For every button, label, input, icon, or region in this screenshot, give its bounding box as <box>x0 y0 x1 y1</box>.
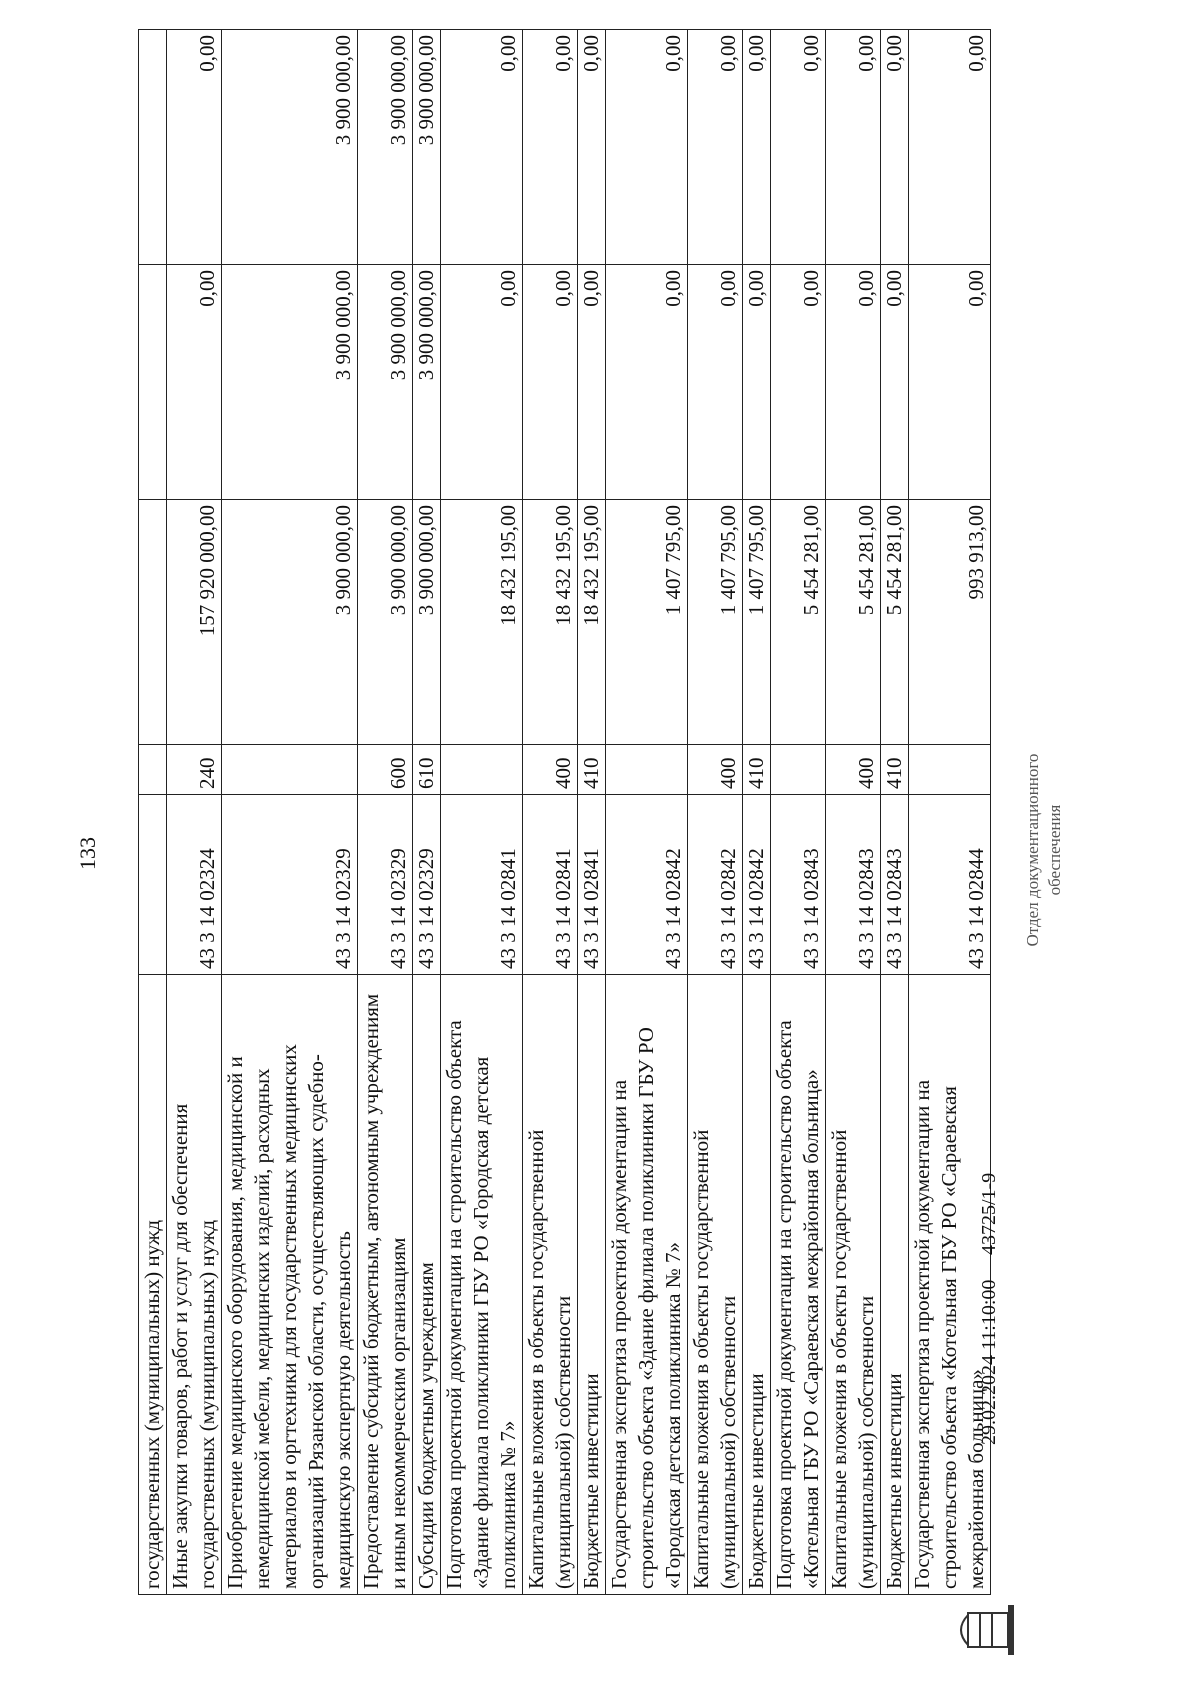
table-row <box>606 30 688 1595</box>
row-sum-year-1 <box>139 500 167 745</box>
row-expense-type: 240 <box>167 745 222 795</box>
row-sum-year-1: 18 432 195,00 <box>441 500 523 745</box>
row-expense-type: 400 <box>523 745 578 795</box>
page-number: 133 <box>75 837 100 870</box>
row-sum-year-1: 3 900 000,00 <box>222 500 358 745</box>
row-sum-year-3: 0,00 <box>688 30 743 265</box>
row-code: 43 3 14 02324 <box>167 795 222 975</box>
row-sum-year-3 <box>139 30 167 265</box>
row-sum-year-1: 5 454 281,00 <box>826 500 881 745</box>
row-code: 43 3 14 02841 <box>523 795 578 975</box>
row-sum-year-3: 0,00 <box>523 30 578 265</box>
row-sum-year-3: 0,00 <box>881 30 909 265</box>
row-sum-year-2: 0,00 <box>523 265 578 500</box>
row-sum-year-2: 0,00 <box>688 265 743 500</box>
row-code: 43 3 14 02329 <box>358 795 413 975</box>
row-sum-year-1: 1 407 795,00 <box>688 500 743 745</box>
row-name: Капитальные вложения в объекты государственной (муниципальной) собственности <box>688 975 743 1595</box>
row-sum-year-3: 0,00 <box>771 30 826 265</box>
row-sum-year-1: 1 407 795,00 <box>743 500 771 745</box>
row-sum-year-2: 0,00 <box>826 265 881 500</box>
coat-of-arms-icon <box>950 1585 1020 1675</box>
row-sum-year-3: 3 900 000,00 <box>413 30 441 265</box>
table-row <box>222 30 358 1595</box>
stamp-line-1: Отдел документационного <box>1023 753 1042 947</box>
table-row <box>826 30 881 1595</box>
table-row <box>743 30 771 1595</box>
row-name: Субсидии бюджетным учреждениям <box>413 975 441 1595</box>
row-sum-year-2 <box>139 265 167 500</box>
row-expense-type <box>606 745 688 795</box>
row-code: 43 3 14 02841 <box>441 795 523 975</box>
row-sum-year-1: 3 900 000,00 <box>358 500 413 745</box>
row-expense-type: 400 <box>826 745 881 795</box>
row-sum-year-2: 0,00 <box>606 265 688 500</box>
row-expense-type: 410 <box>881 745 909 795</box>
row-name: Приобретение медицинского оборудования, медицинской и немедицинской мебели, медицинских изделий, расходных материалов и оргтехники для государственных медицинских организаций Рязанской области, осуществляющих судебно-медицинскую экспертную деятельность <box>222 975 358 1595</box>
row-name: Капитальные вложения в объекты государственной (муниципальной) собственности <box>826 975 881 1595</box>
row-expense-type <box>909 745 991 795</box>
row-expense-type: 410 <box>743 745 771 795</box>
row-sum-year-3: 3 900 000,00 <box>222 30 358 265</box>
row-sum-year-1: 1 407 795,00 <box>606 500 688 745</box>
row-sum-year-2: 0,00 <box>441 265 523 500</box>
table-row <box>881 30 909 1595</box>
footer-reference: 43725/1-9 <box>978 1172 1000 1255</box>
row-sum-year-3: 0,00 <box>743 30 771 265</box>
row-sum-year-3: 0,00 <box>441 30 523 265</box>
row-code: 43 3 14 02843 <box>771 795 826 975</box>
row-name: Бюджетные инвестиции <box>743 975 771 1595</box>
table-row <box>358 30 413 1595</box>
row-sum-year-2: 0,00 <box>881 265 909 500</box>
row-sum-year-3: 0,00 <box>909 30 991 265</box>
row-expense-type: 410 <box>578 745 606 795</box>
row-sum-year-3: 0,00 <box>578 30 606 265</box>
row-sum-year-1: 5 454 281,00 <box>881 500 909 745</box>
row-code: 43 3 14 02842 <box>743 795 771 975</box>
table-row <box>139 30 167 1595</box>
row-sum-year-2: 0,00 <box>578 265 606 500</box>
row-sum-year-1: 18 432 195,00 <box>523 500 578 745</box>
row-code: 43 3 14 02841 <box>578 795 606 975</box>
row-name: Предоставление субсидий бюджетным, автономным учреждениям и иным некоммерческим организациям <box>358 975 413 1595</box>
footer-date: 29.02.2024 11:10:00 <box>978 1279 1000 1445</box>
row-expense-type: 600 <box>358 745 413 795</box>
row-expense-type <box>771 745 826 795</box>
row-code: 43 3 14 02329 <box>413 795 441 975</box>
row-name: Подготовка проектной документации на строительство объекта «Здание филиала поликлиники ГБУ РО «Городская детская поликлиника № 7» <box>441 975 523 1595</box>
row-name: государственных (муниципальных) нужд <box>139 975 167 1595</box>
row-code: 43 3 14 02329 <box>222 795 358 975</box>
row-name: Подготовка проектной документации на строительство объекта «Котельная ГБУ РО «Сараевская межрайонная больница» <box>771 975 826 1595</box>
row-sum-year-2: 3 900 000,00 <box>413 265 441 500</box>
department-stamp <box>1022 685 1066 1015</box>
row-sum-year-3: 0,00 <box>826 30 881 265</box>
row-code: 43 3 14 02844 <box>909 795 991 975</box>
row-sum-year-1: 993 913,00 <box>909 500 991 745</box>
table-row <box>167 30 222 1595</box>
row-sum-year-2: 3 900 000,00 <box>358 265 413 500</box>
row-expense-type <box>222 745 358 795</box>
row-sum-year-2: 0,00 <box>167 265 222 500</box>
row-name: Государственная экспертиза проектной документации на строительство объекта «Котельная ГБУ РО «Сараевская межрайонная больница» <box>909 975 991 1595</box>
table-row <box>441 30 523 1595</box>
table-row <box>413 30 441 1595</box>
row-name: Бюджетные инвестиции <box>578 975 606 1595</box>
row-code <box>139 795 167 975</box>
row-sum-year-3: 0,00 <box>167 30 222 265</box>
row-name: Иные закупки товаров, работ и услуг для обеспечения государственных (муниципальных) нужд <box>167 975 222 1595</box>
row-code: 43 3 14 02843 <box>826 795 881 975</box>
row-sum-year-2: 0,00 <box>743 265 771 500</box>
row-sum-year-1: 157 920 000,00 <box>167 500 222 745</box>
row-name: Государственная экспертиза проектной документации на строительство объекта «Здание филиала поликлиники ГБУ РО «Городская детская поликлиника № 7» <box>606 975 688 1595</box>
row-expense-type: 610 <box>413 745 441 795</box>
row-code: 43 3 14 02843 <box>881 795 909 975</box>
row-sum-year-1: 3 900 000,00 <box>413 500 441 745</box>
row-sum-year-2: 0,00 <box>771 265 826 500</box>
row-sum-year-3: 0,00 <box>606 30 688 265</box>
stamp-line-2: обеспечения <box>1045 804 1064 896</box>
budget-table <box>138 29 991 1595</box>
row-sum-year-2: 3 900 000,00 <box>222 265 358 500</box>
row-sum-year-1: 5 454 281,00 <box>771 500 826 745</box>
table-row <box>771 30 826 1595</box>
row-sum-year-1: 18 432 195,00 <box>578 500 606 745</box>
row-sum-year-3: 3 900 000,00 <box>358 30 413 265</box>
budget-table-body <box>139 30 991 1595</box>
row-sum-year-2: 0,00 <box>909 265 991 500</box>
row-expense-type: 400 <box>688 745 743 795</box>
row-name: Бюджетные инвестиции <box>881 975 909 1595</box>
row-code: 43 3 14 02842 <box>606 795 688 975</box>
table-row <box>688 30 743 1595</box>
row-expense-type <box>139 745 167 795</box>
row-code: 43 3 14 02842 <box>688 795 743 975</box>
row-name: Капитальные вложения в объекты государственной (муниципальной) собственности <box>523 975 578 1595</box>
table-row <box>578 30 606 1595</box>
row-expense-type <box>441 745 523 795</box>
table-row <box>523 30 578 1595</box>
